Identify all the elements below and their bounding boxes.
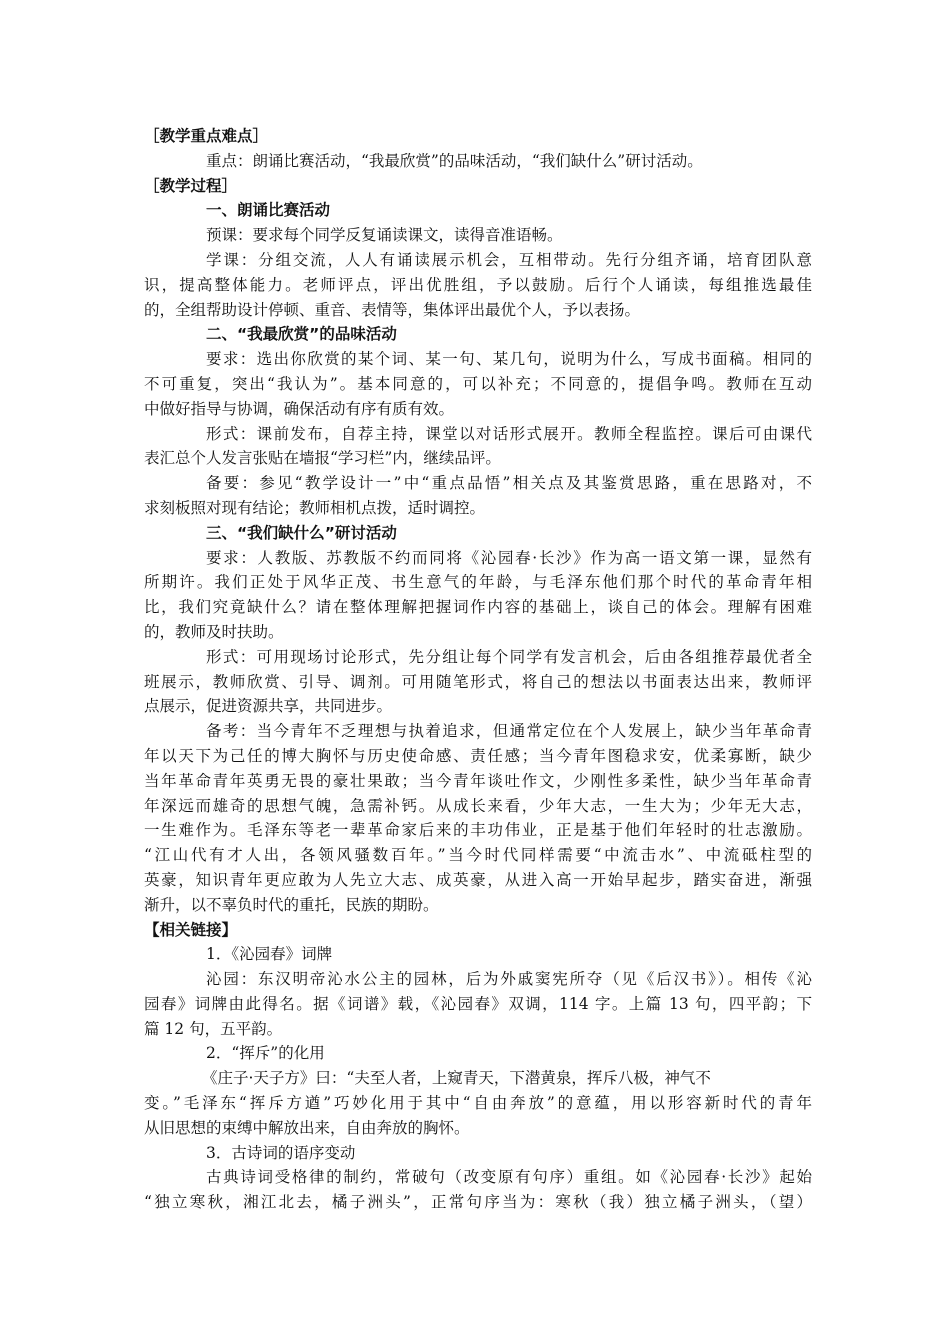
link2-title: 2．“挥斥”的化用 <box>206 1044 325 1063</box>
link1-line: 篇 12 句，五平韵。 <box>144 1019 283 1038</box>
part3-note-line: 英豪，知识青年更应敢为人先立大志、成英豪，从进入高一开始早起步，踏实奋进，渐强 <box>144 870 812 889</box>
part2-req-line: 要求：选出你欣赏的某个词、某一句、某几句，说明为什么，写成书面稿。相同的 <box>206 350 812 369</box>
part3-note-line: 一生难作为。毛泽东等老一辈革命家后来的丰功伟业，正是基于他们年轻时的壮志激励。 <box>144 821 812 840</box>
part1-study-line: 的，全组帮助设计停顿、重音、表情等，集体评出最优个人，予以表扬。 <box>144 300 641 319</box>
link3-line: 古典诗词受格律的制约，常破句（改变原有句序）重组。如《沁园春·长沙》起始 <box>206 1168 812 1187</box>
part3-note-line: “江山代有才人出，各领风骚数百年。”当今时代同样需要“中流击水”、中流砥柱型的 <box>144 846 812 865</box>
part1-preview: 预课：要求每个同学反复诵读课文，读得音准语畅。 <box>206 226 563 245</box>
link2-line: 从旧思想的束缚中解放出来，自由奔放的胸怀。 <box>144 1118 470 1137</box>
document-page <box>144 124 812 1215</box>
part3-form <box>144 645 812 719</box>
part3-title: 三、“我们缺什么”研讨活动 <box>206 523 397 542</box>
part1-study-line: 学课：分组交流，人人有诵读展示机会，互相带动。先行分组齐诵，培育团队意 <box>206 250 812 269</box>
part3-form-line: 点展示，促进资源共享，共同进步。 <box>144 697 393 716</box>
process-heading: ［教学过程］ <box>144 176 238 195</box>
part3-req-line: 所期许。我们正处于风华正茂、书生意气的年龄，与毛泽东他们那个时代的革命青年相 <box>144 573 812 592</box>
part3-form-line: 班展示，教师欣赏、引导、调剂。可用随笔形式，将自己的想法以书面表达出来，教师评 <box>144 672 812 691</box>
part3-note <box>144 719 812 917</box>
link3-body <box>144 1165 812 1215</box>
link1-body <box>144 967 812 1041</box>
part3-note-line: 年深远而雄奇的思想气魄，急需补钙。从成长来看，少年大志，一生大为；少年无大志， <box>144 796 812 815</box>
part3-note-line: 当年革命青年英勇无畏的豪壮果敢；当今青年谈吐作文，少刚性多柔性，缺少当年革命青 <box>144 771 812 790</box>
key-points-text: 重点：朗诵比赛活动，“我最欣赏”的品味活动，“我们缺什么”研讨活动。 <box>206 151 703 170</box>
part1-study <box>144 248 812 322</box>
part3-req-line: 比，我们究竟缺什么？请在整体理解把握词作内容的基础上，谈自己的体会。理解有困难 <box>144 598 812 617</box>
key-points-heading: ［教学重点难点］ <box>144 127 269 145</box>
links-heading: 【相关链接】 <box>144 920 238 939</box>
part3-note-line: 渐升，以不辜负时代的重托，民族的期盼。 <box>144 895 439 914</box>
part1-study-line: 识，提高整体能力。老师评点，评出优胜组，予以鼓励。后行个人诵读，每组推选最佳 <box>144 275 812 294</box>
link1-line: 园春》词牌由此得名。据《词谱》载，《沁园春》双调，114 字。上篇 13 句，四平韵；下 <box>144 994 812 1013</box>
part3-requirements <box>144 546 812 645</box>
part3-note-line: 年以天下为己任的博大胸怀与历史使命感、责任感；当今青年图稳求安，优柔寡断，缺少 <box>144 746 812 765</box>
link3-title: 3．古诗词的语序变动 <box>206 1143 356 1162</box>
part2-form-line: 形式：课前发布，自荐主持，课堂以对话形式展开。教师全程监控。课后可由课代 <box>206 424 812 443</box>
part2-note <box>144 471 812 521</box>
link1-line: 沁园：东汉明帝沁水公主的园林，后为外戚窦宪所夺（见《后汉书》）。相传《沁 <box>206 970 812 989</box>
part2-form-line: 表汇总个人发言张贴在墙报“学习栏”内，继续品评。 <box>144 449 501 468</box>
part2-note-line: 求刻板照对现有结论；教师相机点拨，适时调控。 <box>144 498 486 517</box>
part1-title: 一、朗诵比赛活动 <box>206 201 331 220</box>
link1-title: 1．《沁园春》词牌 <box>206 945 333 964</box>
link2-line: 《庄子·天子方》曰：“夫至人者，上窥青天，下潜黄泉，挥斥八极，神气不 <box>202 1069 711 1088</box>
link2-body <box>144 1066 812 1140</box>
part3-form-line: 形式：可用现场讨论形式，先分组让每个同学有发言机会，后由各组推荐最优者全 <box>206 647 812 666</box>
part2-req-line: 中做好指导与协调，确保活动有序有质有效。 <box>144 399 455 418</box>
part3-req-line: 的，教师及时扶助。 <box>144 622 284 641</box>
part2-note-line: 备要：参见“教学设计一”中“重点品悟”相关点及其鉴赏思路，重在思路对，不 <box>206 474 812 493</box>
part2-title: 二、“我最欣赏”的品味活动 <box>206 325 397 344</box>
part3-req-line: 要求：人教版、苏教版不约而同将《沁园春·长沙》作为高一语文第一课，显然有 <box>206 548 812 567</box>
link2-line: 变。”毛泽东“挥斥方遒”巧妙化用于其中“自由奔放”的意蕴，用以形容新时代的青年 <box>144 1094 812 1113</box>
link3-line: “独立寒秋，湘江北去，橘子洲头”，正常句序当为：寒秋（我）独立橘子洲头，（望） <box>144 1193 812 1212</box>
part3-note-line: 备考：当今青年不乏理想与执着追求，但通常定位在个人发展上，缺少当年革命青 <box>206 722 812 741</box>
part2-req-line: 不可重复，突出“我认为”。基本同意的，可以补充；不同意的，提倡争鸣。教师在互动 <box>144 374 812 393</box>
part2-form <box>144 422 812 472</box>
part2-requirements <box>144 347 812 421</box>
